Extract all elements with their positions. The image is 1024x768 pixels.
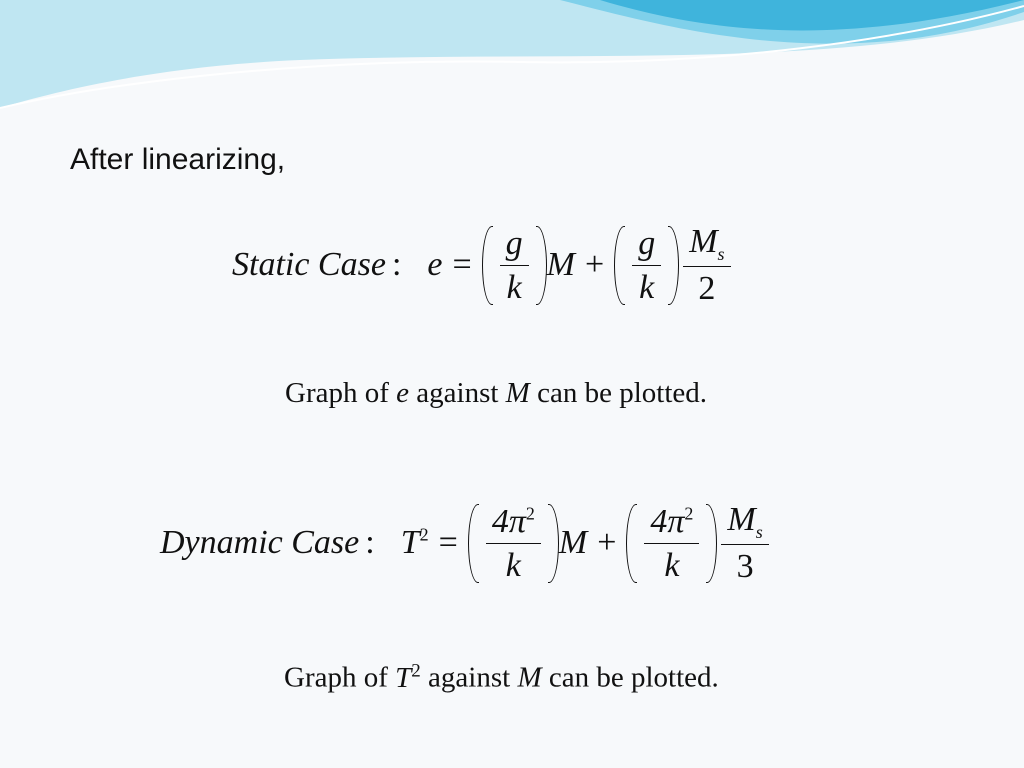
dynamic-fraction-2 (644, 502, 699, 585)
dynamic-caption-var2: M (517, 661, 542, 694)
dynamic-paren-1 (468, 502, 559, 585)
static-fraction-2 (632, 224, 661, 307)
static-caption-pre: Graph of (285, 377, 389, 409)
static-caption-var2: M (505, 377, 530, 409)
static-case-equation (232, 222, 735, 309)
static-caption (285, 377, 707, 410)
static-lhs: e (427, 246, 443, 284)
static-caption-var1: e (396, 377, 410, 409)
static-frac3-den: 2 (698, 270, 716, 308)
static-ms-sub: s (717, 243, 725, 264)
header-wave-decoration (0, 0, 1024, 120)
static-paren-1 (482, 224, 547, 307)
dynamic-case-equation (160, 500, 773, 587)
static-fraction-1 (500, 224, 529, 307)
dynamic-caption-pre: Graph of (284, 661, 388, 694)
dynamic-ms-base: M (727, 501, 756, 538)
dynamic-frac3-den: 3 (736, 548, 754, 586)
dynamic-caption-mid: against (428, 661, 511, 694)
dynamic-paren-2 (626, 502, 717, 585)
intro-text: After linearizing, (70, 143, 286, 176)
dynamic-equals: = (438, 524, 458, 562)
dynamic-frac2-den: k (664, 546, 680, 584)
dynamic-frac1-num-sup: 2 (525, 503, 535, 524)
dynamic-case-label: Dynamic Case (160, 524, 360, 562)
dynamic-frac1-num (486, 502, 541, 544)
dynamic-ms-sub: s (755, 521, 763, 542)
static-paren-2 (614, 224, 679, 307)
dynamic-frac2-num (644, 502, 699, 544)
static-equals: = (452, 246, 472, 284)
dynamic-lhs-sup: 2 (419, 524, 429, 545)
dynamic-lhs-base: T (400, 524, 420, 562)
dynamic-frac1-den: k (505, 546, 521, 584)
dynamic-frac3-num (721, 500, 768, 545)
static-caption-post: can be plotted. (537, 377, 708, 409)
static-plus: + (585, 246, 605, 284)
dynamic-frac1-num-base: 4π (491, 502, 526, 540)
dynamic-colon: : (365, 524, 375, 562)
dynamic-caption-post: can be plotted. (548, 661, 719, 694)
dynamic-mass: M (558, 524, 588, 562)
static-frac2-num: g (632, 224, 661, 266)
dynamic-fraction-3 (721, 500, 768, 587)
dynamic-fraction-1 (486, 502, 541, 585)
static-mass: M (546, 246, 575, 284)
dynamic-caption-var1-sup: 2 (411, 660, 421, 681)
dynamic-frac2-num-sup: 2 (684, 503, 694, 524)
static-frac1-num: g (500, 224, 529, 266)
dynamic-frac2-num-base: 4π (650, 502, 685, 540)
dynamic-lhs (401, 524, 429, 562)
static-frac1-den: k (506, 268, 522, 306)
dynamic-caption (284, 660, 719, 695)
static-caption-mid: against (416, 377, 499, 409)
static-fraction-3 (683, 222, 730, 309)
dynamic-caption-var1-wrap (395, 662, 421, 694)
dynamic-caption-var1: T (395, 661, 412, 694)
static-frac2-den: k (639, 268, 655, 306)
static-frac3-num (683, 222, 730, 267)
dynamic-plus: + (597, 524, 617, 562)
static-ms-base: M (689, 223, 718, 260)
static-case-label: Static Case (232, 246, 386, 284)
static-colon: : (391, 246, 402, 284)
